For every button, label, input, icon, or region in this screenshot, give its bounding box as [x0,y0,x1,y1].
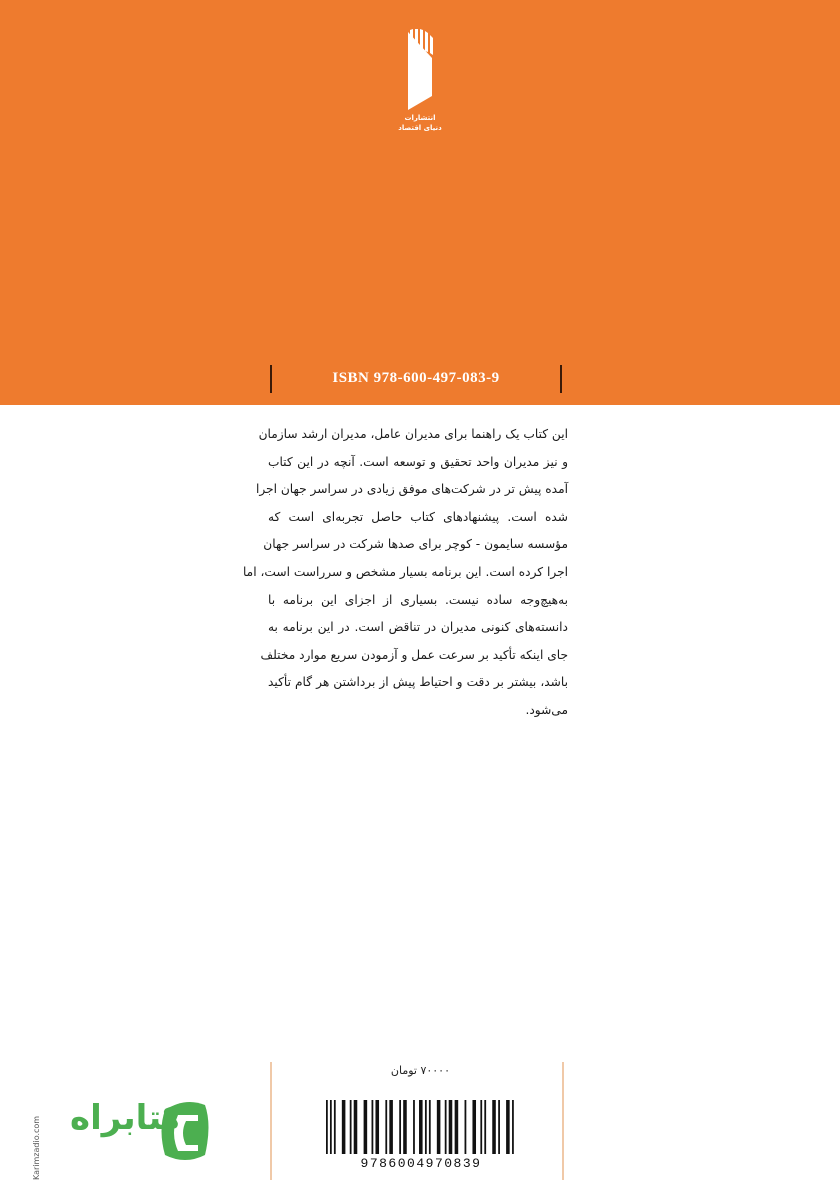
barcode-digits: 9786004970839 [360,1156,482,1171]
barcode [326,1100,516,1154]
publisher-logo [390,28,450,138]
blurb-line: اجرا کرده است. این برنامه بسیار مشخص و سرراست است، اما [242,564,568,579]
price-label: ۷۰۰۰۰ تومان [390,1064,450,1077]
publisher-name-line2: دنیای اقتصاد [398,124,442,132]
blurb-line: مؤسسه سایمون - کوچر برای صدها شرکت در سراسر جهان [263,537,568,552]
book-pages-icon [400,28,440,110]
blurb-line: این کتاب یک راهنما برای مدیران عامل، مدیران ارشد سازمان [258,427,568,441]
blurb-line: شده است. پیشنهادهای کتاب حاصل تجربه‌ای است که [268,509,568,524]
blurb-line: آمده پیش تر در شرکت‌های موفق زیادی در سراسر جهان اجرا [255,482,568,497]
blurb-line: می‌شود. [525,702,568,717]
isbn-frame [270,365,562,393]
blurb-line: دانسته‌های کنونی مدیران در تناقض است. در این برنامه به [268,620,568,635]
cover-orange-band [0,0,840,405]
blurb-line: و نیز مدیران واحد تحقیق و توسعه است. آنچه در این کتاب [268,454,568,469]
back-cover-blurb [242,421,568,725]
blurb-line: باشد، بیشتر بر دقت و احتیاط پیش از برداشتن هر گام تأکید [268,675,568,690]
publisher-name-line1: انتشارات [404,114,436,122]
isbn-number: ISBN 978-600-497-083-9 [332,370,500,386]
blurb-line: جای اینکه تأکید بر سرعت عمل و آزمودن سریع موارد مختلف [260,647,568,662]
store-name: کتابراه [70,1098,183,1138]
store-site: Karimzadio.com [32,1115,41,1180]
blurb-line: به‌هیچ‌وجه ساده نیست. بسیاری از اجزای این برنامه با [268,592,568,607]
